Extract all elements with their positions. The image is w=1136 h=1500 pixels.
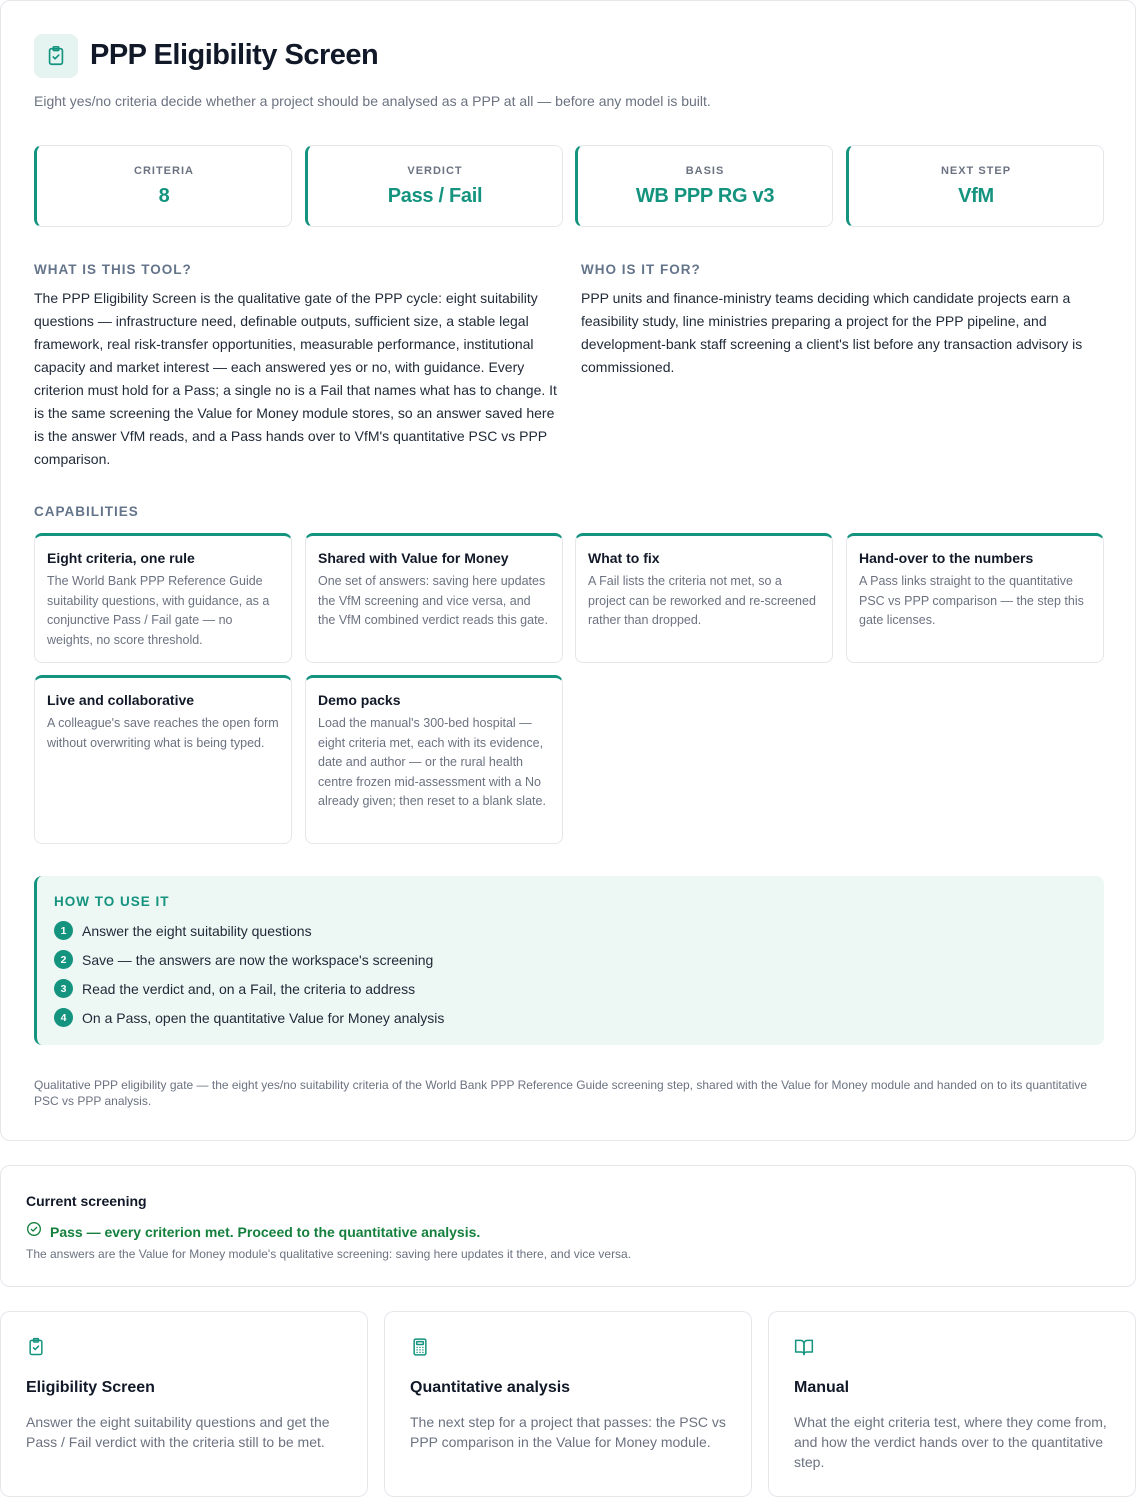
- how-to-heading: HOW TO USE IT: [54, 894, 170, 909]
- audience-heading: WHO IS IT FOR?: [581, 262, 701, 277]
- calculator-icon: [410, 1337, 430, 1362]
- capability-desc: The World Bank PPP Reference Guide suitability questions, with guidance, as a conjunctive Pass / Fail gate — no weights, no score threshold.: [47, 574, 270, 647]
- book-open-icon: [794, 1337, 814, 1362]
- stat-value: WB PPP RG v3: [635, 185, 775, 207]
- capabilities-heading: CAPABILITIES: [34, 504, 139, 519]
- capability-desc: Load the manual's 300-bed hospital — eight criteria met, each with its evidence, date and author — or the rural health centre frozen mid-assessment with a No already given; then reset to a blank slate.: [318, 716, 546, 808]
- capability-card: [34, 675, 292, 844]
- nav-card-title: Eligibility Screen: [26, 1379, 155, 1396]
- stat-label: BASIS: [685, 165, 725, 177]
- current-screening-card: [0, 1165, 1136, 1287]
- capability-card: [575, 533, 833, 663]
- stat-basis: [575, 145, 833, 227]
- how-to-step: [54, 921, 312, 940]
- capability-desc: One set of answers: saving here updates the VfM screening and vice versa, and the VfM combined verdict reads this gate.: [318, 574, 548, 627]
- step-number-badge: 2: [54, 950, 73, 969]
- verdict-text: Pass — every criterion met. Proceed to the quantitative analysis.: [50, 1223, 481, 1240]
- about-text: The PPP Eligibility Screen is the qualitative gate of the PPP cycle: eight suitability questions — infrastructure need, definable outputs, sufficient size, a stable legal framework, real risk-transfer opportunities, measurable performance, institutional capacity and market interest — each answered yes or no, with guidance. Every criterion must hold for a Pass; a single no is a Fail that names what has to change. It is the same screening the Value for Money module stores, so an answer saved here is the answer VfM reads, and a Pass hands over to VfM's quantitative PSC vs PPP comparison.: [34, 290, 557, 467]
- step-text: Save — the answers are now the workspace's screening: [82, 951, 434, 968]
- capability-title: Shared with Value for Money: [318, 550, 509, 566]
- how-to-use-panel: [34, 876, 1104, 1045]
- stat-value: VfM: [958, 185, 994, 207]
- page-title: PPP Eligibility Screen: [90, 39, 379, 71]
- capability-desc: A colleague's save reaches the open form without overwriting what is being typed.: [47, 716, 279, 750]
- how-to-step: [54, 1008, 444, 1027]
- step-number-badge: 4: [54, 1008, 73, 1027]
- footnote: Qualitative PPP eligibility gate — the eight yes/no suitability criteria of the World Bank PPP Reference Guide screening step, shared with the Value for Money module and handed on to its quantitative PSC vs PPP analysis.: [34, 1078, 1088, 1108]
- nav-card-desc: The next step for a project that passes: the PSC vs PPP comparison in the Value for Money module.: [410, 1414, 726, 1450]
- clipboard-check-icon: [34, 34, 78, 78]
- capability-title: Demo packs: [318, 692, 401, 708]
- audience-text: PPP units and finance-ministry teams deciding which candidate projects earn a feasibility study, line ministries preparing a project for the PPP pipeline, and development-bank staff screening a client's list before any transaction advisory is commissioned.: [581, 290, 1083, 375]
- clipboard-check-icon: [26, 1337, 46, 1362]
- capability-card: [305, 533, 563, 663]
- capability-title: What to fix: [588, 550, 660, 566]
- capability-title: Hand-over to the numbers: [859, 550, 1034, 566]
- step-text: On a Pass, open the quantitative Value for Money analysis: [82, 1009, 445, 1026]
- stat-label: NEXT STEP: [940, 165, 1012, 177]
- stat-criteria: [34, 145, 292, 227]
- nav-card-title: Quantitative analysis: [410, 1379, 571, 1396]
- step-text: Answer the eight suitability questions: [82, 922, 312, 939]
- nav-card-eligibility-screen[interactable]: [0, 1311, 368, 1497]
- page-subtitle: Eight yes/no criteria decide whether a project should be analysed as a PPP at all — before any model is built.: [34, 93, 711, 109]
- step-number-badge: 1: [54, 921, 73, 940]
- screening-verdict: [26, 1221, 480, 1242]
- nav-card-desc: Answer the eight suitability questions and get the Pass / Fail verdict with the criteria still to be met.: [26, 1414, 330, 1450]
- capability-title: Eight criteria, one rule: [47, 550, 195, 566]
- how-to-step: [54, 950, 433, 969]
- capability-card: [846, 533, 1104, 663]
- stat-verdict: [305, 145, 563, 227]
- capability-card: [34, 533, 292, 663]
- step-number-badge: 3: [54, 979, 73, 998]
- nav-card-quantitative-analysis[interactable]: [384, 1311, 752, 1497]
- capability-title: Live and collaborative: [47, 692, 195, 708]
- nav-card-manual[interactable]: [768, 1311, 1136, 1497]
- screening-heading: Current screening: [26, 1193, 147, 1209]
- stat-label: CRITERIA: [134, 165, 194, 177]
- how-to-step: [54, 979, 415, 998]
- stat-value: 8: [158, 185, 170, 207]
- capability-card: [305, 675, 563, 844]
- capability-desc: A Fail lists the criteria not met, so a project can be reworked and re-screened rather than dropped.: [588, 574, 816, 627]
- stat-next-step: [846, 145, 1104, 227]
- check-circle-icon: [26, 1221, 42, 1242]
- stat-label: VERDICT: [407, 165, 463, 177]
- capability-desc: A Pass links straight to the quantitative PSC vs PPP comparison — the step this gate licenses.: [859, 574, 1084, 627]
- nav-card-title: Manual: [794, 1379, 850, 1396]
- step-text: Read the verdict and, on a Fail, the criteria to address: [82, 980, 416, 997]
- stat-value: Pass / Fail: [387, 185, 483, 207]
- about-heading: WHAT IS THIS TOOL?: [34, 262, 192, 277]
- screening-note: The answers are the Value for Money module's qualitative screening: saving here updates it there, and vice versa.: [26, 1247, 632, 1261]
- nav-card-desc: What the eight criteria test, where they come from, and how the verdict hands over to the quantitative step.: [794, 1414, 1107, 1470]
